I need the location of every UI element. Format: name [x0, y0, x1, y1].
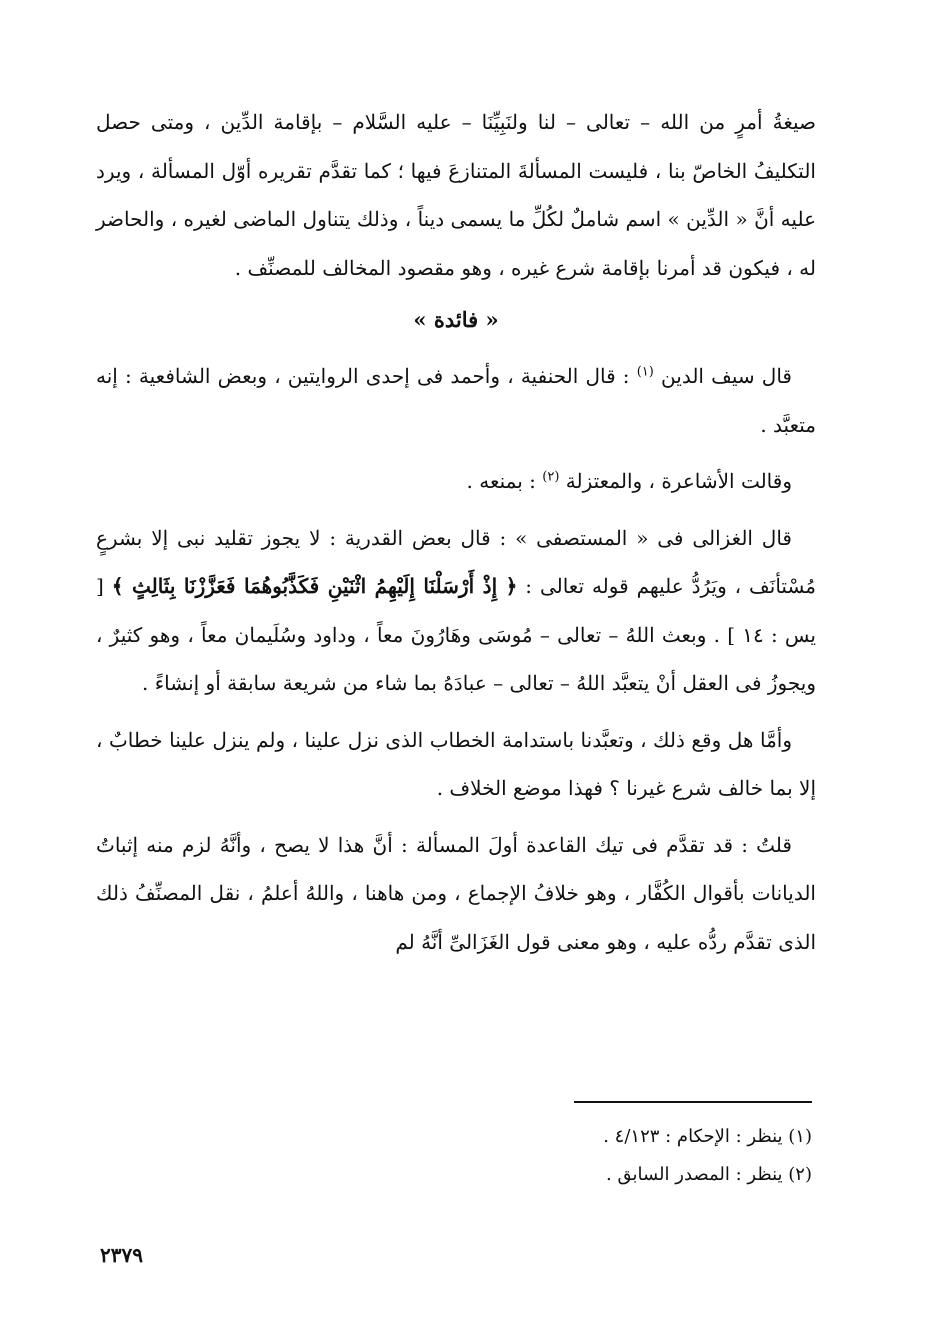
footnote-ref-2[interactable]: (٢) — [542, 469, 560, 485]
ghazali-text-start: قال الغزالى فى « المستصفى » : قال بعض القدرية : لا يجوز تقليد نبى إلا بشرعٍ مُسْتأنَف ، ويَرُدُّ عليهم قوله تعالى : — [96, 525, 817, 598]
paragraph-ashaira — [96, 457, 816, 506]
paragraph-qultu: قلتُ : قد تقدَّم فى تيك القاعدة أولَ المسألة : أنَّ هذا لا يصح ، وأنَّهُ لزم منه إثباتُ الديانات بأقوال الكُفَّار ، وهو خلافُ الإجماع ، ومن هاهنا ، واللهُ أعلمُ ، نقل المصنِّفُ ذلك الذى تقدَّم ردُّه عليه ، وهو معنى قول الغَزَالىِّ أنَّهُ لم — [96, 832, 816, 954]
paragraph-khilaf: وأمَّا هل وقع ذلك ، وتعبَّدنا باستدامة الخطاب الذى نزل علينا ، ولم ينزل علينا خطابٌ ، إلا بما خالف شرع غيرنا ؟ فهذا موضع الخلاف . — [96, 727, 816, 800]
ashaira-text-start: وقالت الأشاعرة ، والمعتزلة — [565, 469, 792, 493]
ghazali-text-end: [ يس : ١٤ ] . وبعث اللهُ – تعالى – مُوسَى وهَارُونَ معاً ، وداود وسُلَيمان معاً ، وهو كثيرٌ ، ويجوزُ فى العقل أنْ يتعبَّد اللهُ – تعالى – عبادَهُ بما شاء من شريعة سابقة أو إنشاءً . — [96, 574, 816, 695]
paragraph-ghazali — [96, 514, 816, 708]
footnotes — [380, 1118, 812, 1194]
footnote-ref-1[interactable]: (١) — [636, 364, 654, 380]
section-heading: « فائدة » — [413, 307, 499, 332]
footnote-divider — [574, 1101, 812, 1103]
saif-text-end: : قال الحنفية ، وأحمد فى إحدى الروايتين ، وبعض الشافعية : إنه متعبَّد . — [96, 364, 816, 437]
saif-text-start: قال سيف الدين — [661, 364, 792, 388]
paragraph-deen: صيغةُ أمرٍ من الله – تعالى – لنا ولنَبِيِّنَا – عليه السَّلام – بإقامة الدِّين ، ومتى حصل التكليفُ الخاصّ بنا ، فليست المسألةَ المتنازعَ فيها ؛ كما تقدَّم تقريره أوّل المسألة ، ويرد عليه أنَّ « الدِّين » اسم شاملٌ لكُلِّ ما يسمى ديناً ، وذلك يتناول الماضى لغيره ، والحاضر له ، فيكون قد أمرنا بإقامة شرع غيره ، وهو مقصود المخالف للمصنِّف . — [96, 110, 816, 280]
quran-verse: ﴿ إِذْ أَرْسَلْنَا إِلَيْهِمُ اثْنَيْنِ فَكَذَّبُوهُمَا فَعَزَّزْنَا بِثَالِثٍ ﴾ — [111, 574, 518, 598]
main-text — [96, 98, 816, 966]
paragraph-saif-al-din — [96, 352, 816, 449]
footnote-2: (٢) ينظر : المصدر السابق . — [606, 1164, 812, 1185]
ashaira-text-end: : بمنعه . — [466, 469, 536, 493]
page-number: ٢٣٧٩ — [100, 1243, 143, 1267]
footnote-1: (١) ينظر : الإحكام : ٤/١٢٣ . — [603, 1126, 812, 1147]
